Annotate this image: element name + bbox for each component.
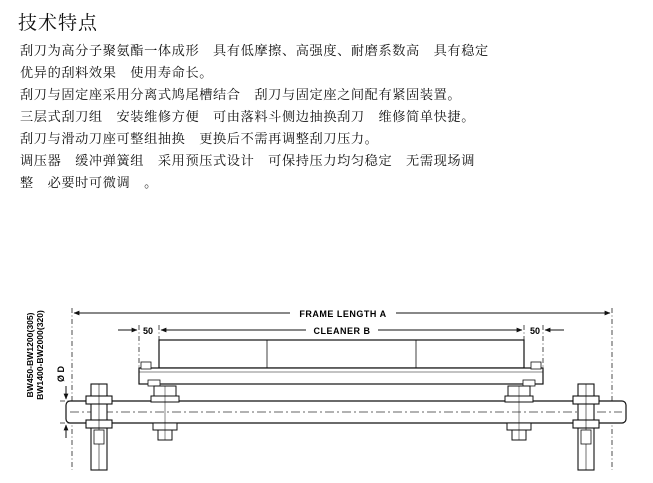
diameter-dimension (56, 366, 66, 438)
section-title: 技术特点 (18, 12, 99, 34)
frame-length-label: FRAME LENGTH A (299, 309, 387, 319)
main-shaft (66, 401, 626, 423)
feature-item: 三层式刮刀组 安装维修方便 可由落料斗侧边抽换刮刀 维修简单快捷。 (20, 110, 475, 125)
size-range-label-2: BW1400-BW2000(320) (35, 310, 45, 400)
feature-item: 调压器 缓冲弹簧组 采用预压式设计 可保持压力均匀稳定 无需现场调 整 必要时可微调 。 (20, 154, 475, 191)
feature-item: 刮刀与固定座采用分离式鸠尾槽结合 刮刀与固定座之间配有紧固装置。 (20, 88, 462, 103)
feature-item: 刮刀与滑动刀座可整组抽换 更换后不需再调整刮刀压力。 (20, 132, 379, 147)
size-range-label-1: BW450-BW1200(305) (25, 312, 35, 398)
left-offset-label: 50 (142, 326, 154, 336)
left-mounting-bracket (86, 384, 112, 470)
frame-length-dimension (74, 306, 610, 320)
cleaner-dimension (161, 326, 522, 336)
blade-assembly (139, 340, 543, 386)
cleaner-label: CLEANER B (313, 326, 371, 336)
feature-item: 刮刀为高分子聚氨酯一体成形 具有低摩擦、高强度、耐磨系数高 具有稳定 优异的刮料效果 使用寿命长。 (20, 44, 489, 81)
right-offset-label: 50 (529, 326, 541, 336)
right-mounting-bracket (573, 384, 599, 470)
diameter-label: Ø D (56, 365, 66, 383)
